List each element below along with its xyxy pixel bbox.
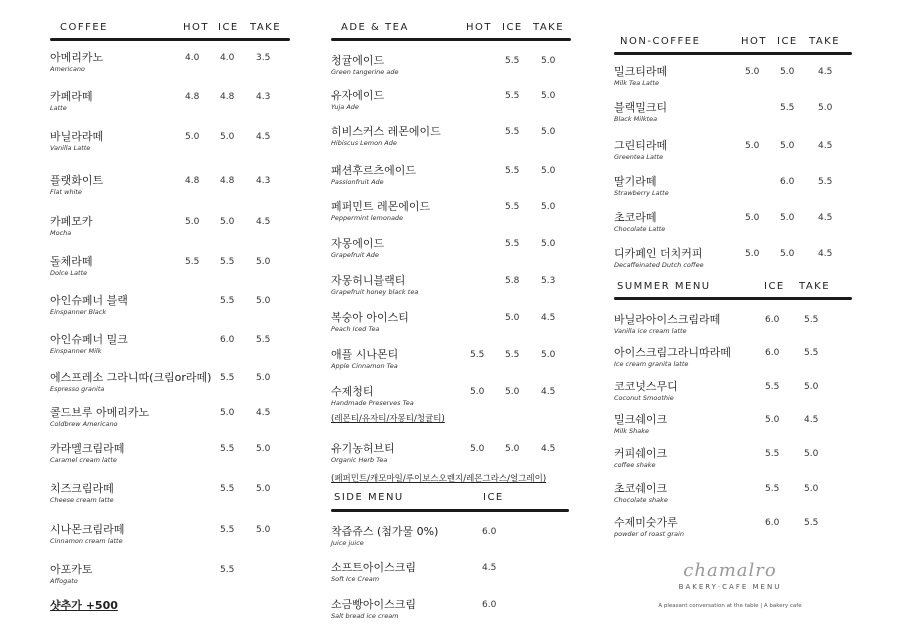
item-english-name: Handmade Preserves Tea [331,399,414,407]
price-ice: 6.0 [765,518,780,528]
item-english-name: Yuja Ade [331,103,359,111]
price-ice: 5.0 [220,217,235,227]
price-ice: 5.0 [220,132,235,142]
item-name: 애플 시나몬티 [331,348,399,361]
item-english-name: Coldbrew Americano [50,420,118,428]
menu-item [614,480,859,510]
item-name: 코코넛스무디 [614,380,678,393]
brand-block [600,560,860,609]
price-ice: 5.5 [505,350,520,360]
ade-tea-divider [331,38,571,41]
item-english-name: Cheese cream latte [50,496,114,504]
price-ice: 5.0 [220,408,235,418]
menu-item [50,404,295,434]
price-ice: 5.5 [220,565,235,575]
item-english-name: Strawberry Latte [614,189,669,197]
price-take: 4.5 [541,387,556,397]
item-name: 아포카토 [50,563,93,576]
price-hot: 5.0 [185,132,200,142]
price-take: 5.0 [256,373,271,383]
summer-menu-header [614,281,859,297]
non-coffee-ice-label: ICE [777,36,798,47]
item-name: 아인슈페너 밀크 [50,333,128,346]
price-ice: 5.0 [780,141,795,151]
item-english-name: Black Milktea [614,115,658,123]
price-hot: 4.0 [185,53,200,63]
price-hot: 5.0 [745,213,760,223]
coffee-header [50,22,295,38]
price-take: 5.0 [804,484,819,494]
price-hot: 4.8 [185,176,200,186]
item-name: 초코쉐이크 [614,482,668,495]
price-hot: 5.0 [745,141,760,151]
item-name: 밀크쉐이크 [614,413,668,426]
price-ice: 4.5 [482,563,497,573]
price-ice: 5.5 [505,166,520,176]
item-english-name: Peach Iced Tea [331,325,380,333]
price-ice: 6.0 [482,527,497,537]
price-take: 5.5 [804,518,819,528]
menu-item [331,272,576,302]
item-name: 에스프레소 그라니따(크림or라떼) [50,371,212,384]
price-ice: 5.0 [780,67,795,77]
menu-item [331,559,576,589]
non-coffee-hot-label: HOT [741,36,767,47]
price-take: 5.5 [818,177,833,187]
menu-item [50,521,295,551]
item-english-name: Milk Tea Latte [614,79,659,87]
menu-item [50,172,295,202]
item-name: 청귤에이드 [331,54,385,67]
menu-item [50,253,295,283]
menu-item [614,514,859,544]
item-english-name: Peppermint lemonade [331,214,404,222]
item-english-name: Grapefruit honey black tea [331,288,419,296]
price-ice: 6.0 [220,335,235,345]
price-take: 5.0 [804,449,819,459]
item-name: 카페라떼 [50,90,93,103]
item-name: 콜드브루 아메리카노 [50,406,150,419]
ade-tea-hot-label: HOT [466,22,492,33]
menu-item [614,245,859,275]
item-name: 소금빵아이스크림 [331,598,417,611]
item-english-name: Affogato [50,577,78,585]
item-name: 딸기라떼 [614,175,657,188]
item-english-name: Chocolate shake [614,496,668,504]
price-ice: 5.5 [220,484,235,494]
item-name: 수제청티 [331,385,374,398]
price-take: 4.3 [256,92,271,102]
brand-tagline: A pleasant conversation at the table | A bakery cafe [658,603,802,609]
price-take: 5.5 [804,315,819,325]
price-ice: 5.0 [505,387,520,397]
coffee-divider [50,38,290,41]
menu-item [331,123,576,153]
menu-item [614,411,859,441]
item-english-name: Cinnamon cream latte [50,537,123,545]
menu-item [331,596,576,626]
menu-item [614,378,859,408]
item-name: 시나몬크림라떼 [50,523,125,536]
menu-item [331,162,576,192]
menu-item [331,235,576,265]
item-name: 소프트아이스크림 [331,561,417,574]
item-name: 초코라떼 [614,211,657,224]
price-hot: 5.5 [185,257,200,267]
item-name: 디카페인 더치커피 [614,247,703,260]
price-take: 5.0 [541,91,556,101]
menu-item [331,87,576,117]
price-ice: 5.0 [780,213,795,223]
non-coffee-header [614,36,859,52]
item-english-name: Hibiscus Lemon Ade [331,139,397,147]
menu-item [614,209,859,239]
item-english-name: Passionfruit Ade [331,178,384,186]
brand-logo: chamalro [683,560,777,581]
item-english-name: Coconut Smoothie [614,394,674,402]
menu-item [331,309,576,339]
menu-item [50,331,295,361]
price-take: 5.3 [541,276,556,286]
side-menu-divider [331,509,569,512]
non-coffee-take-label: TAKE [809,36,841,47]
item-english-name: Vanilla ice cream latte [614,327,687,335]
menu-item [50,292,295,322]
price-ice: 5.5 [505,239,520,249]
item-name: 자몽에이드 [331,237,385,250]
price-hot: 5.0 [470,444,485,454]
item-english-name: Soft Ice Cream [331,575,380,583]
price-take: 4.5 [541,313,556,323]
coffee-ice-label: ICE [218,22,239,33]
price-take: 4.5 [256,132,271,142]
item-english-name: Einspanner Milk [50,347,102,355]
price-ice: 5.5 [505,127,520,137]
menu-item [614,63,859,93]
menu-item [331,52,576,82]
price-take: 5.5 [256,335,271,345]
price-ice: 4.8 [220,92,235,102]
item-english-name: Vanilla Latte [50,144,91,152]
item-name: 패션후르츠에이드 [331,164,417,177]
item-english-name: Green tangerine ade [331,68,399,76]
menu-item [50,369,295,399]
price-hot: 5.0 [745,67,760,77]
price-take: 4.5 [818,213,833,223]
menu-item [50,213,295,243]
price-ice: 4.0 [220,53,235,63]
menu-item [614,173,859,203]
price-take: 5.0 [541,127,556,137]
price-take: 5.5 [804,348,819,358]
menu-item [614,445,859,475]
non-coffee-divider [614,52,852,55]
price-ice: 5.0 [505,313,520,323]
price-hot: 5.5 [470,350,485,360]
menu-item [331,346,576,376]
item-name: 그린티라떼 [614,139,668,152]
item-english-name: Ice cream granita latte [614,360,689,368]
price-ice: 6.0 [482,600,497,610]
preserves-tea-options: (레몬티/유자티/자몽티/청귤티) [331,414,445,424]
item-name: 커피쉐이크 [614,447,668,460]
item-name: 블랙밀크티 [614,101,668,114]
item-name: 치즈크림라떼 [50,482,114,495]
item-english-name: powder of roast grain [614,530,684,538]
item-name: 아이스크림그라니따라떼 [614,346,731,359]
price-ice: 6.0 [765,315,780,325]
price-take: 3.5 [256,53,271,63]
item-name: 바닐라라떼 [50,130,104,143]
item-english-name: Juice juice [331,539,364,547]
price-take: 5.0 [256,444,271,454]
coffee-take-label: TAKE [250,22,282,33]
item-name: 돌체라떼 [50,255,93,268]
price-ice: 5.5 [220,444,235,454]
item-name: 수제미숫가루 [614,516,678,529]
coffee-title: COFFEE [60,22,108,33]
herb-tea-options: (페퍼민트/캐모마일/루이보스오렌지/레몬그라스/얼그레이) [331,474,547,484]
menu-item [50,440,295,470]
price-ice: 5.0 [505,444,520,454]
price-take: 5.0 [256,484,271,494]
item-name: 복숭아 아이스티 [331,311,409,324]
price-ice: 5.0 [780,249,795,259]
price-ice: 5.5 [765,382,780,392]
item-name: 밀크티라떼 [614,65,668,78]
price-hot: 4.8 [185,92,200,102]
item-english-name: Salt bread ice cream [331,612,399,620]
ade-tea-header [331,22,576,38]
item-name: 유기농허브티 [331,442,395,455]
price-ice: 5.5 [765,449,780,459]
side-menu-title: SIDE MENU [334,492,404,503]
menu-item [614,99,859,129]
price-take: 5.0 [256,257,271,267]
ade-tea-ice-label: ICE [502,22,523,33]
item-english-name: Americano [50,65,85,73]
menu-item [50,49,295,79]
price-ice: 5.5 [505,202,520,212]
price-hot: 5.0 [745,249,760,259]
menu-item [614,311,859,341]
price-take: 4.5 [541,444,556,454]
price-take: 4.3 [256,176,271,186]
side-menu-ice-label: ICE [483,492,504,503]
item-english-name: Chocolate Latte [614,225,666,233]
non-coffee-title: NON-COFFEE [620,36,701,47]
coffee-hot-label: HOT [183,22,209,33]
summer-menu-title: SUMMER MENU [617,281,711,292]
menu-item [50,561,295,591]
item-name: 아메리카노 [50,51,104,64]
item-name: 바닐라아이스크림라떼 [614,313,721,326]
menu-item [50,480,295,510]
item-english-name: Einspanner Black [50,308,107,316]
price-take: 4.5 [818,141,833,151]
price-take: 4.5 [256,217,271,227]
price-ice: 5.5 [220,525,235,535]
item-english-name: Dolce Latte [50,269,88,277]
price-take: 4.5 [256,408,271,418]
menu-item [331,198,576,228]
price-take: 5.0 [818,103,833,113]
price-take: 5.0 [804,382,819,392]
ade-tea-title: ADE & TEA [341,22,409,33]
summer-menu-ice-label: ICE [764,281,785,292]
price-take: 4.5 [818,67,833,77]
side-menu-header [331,492,576,508]
price-take: 5.0 [256,296,271,306]
item-name: 카라멜크림라떼 [50,442,125,455]
price-take: 5.0 [256,525,271,535]
price-hot: 5.0 [470,387,485,397]
item-english-name: Decaffeinated Dutch coffee [614,261,704,269]
menu-item [50,88,295,118]
item-name: 착즙쥬스 (첨가물 0%) [331,525,439,538]
brand-subtitle: BAKERY·CAFE MENU [678,583,782,591]
item-english-name: Caramel cream latte [50,456,117,464]
price-hot: 5.0 [185,217,200,227]
price-take: 5.0 [541,350,556,360]
item-english-name: Grapefruit Ade [331,251,379,259]
item-english-name: Organic Herb Tea [331,456,388,464]
price-ice: 5.8 [505,276,520,286]
item-name: 자몽허니블랙티 [331,274,406,287]
menu-item [331,383,576,413]
shot-extra-note: 샷추가 +500 [50,599,118,612]
menu-item [331,523,576,553]
price-take: 5.0 [541,239,556,249]
price-take: 5.0 [541,56,556,66]
price-take: 5.0 [541,202,556,212]
price-ice: 5.5 [220,296,235,306]
item-name: 히비스커스 레몬에이드 [331,125,441,138]
item-english-name: Flat white [50,188,82,196]
item-name: 아인슈페너 블랙 [50,294,128,307]
item-english-name: Latte [50,104,67,112]
menu-item [331,440,576,470]
price-ice: 6.0 [765,348,780,358]
menu-item [614,137,859,167]
summer-menu-divider [614,297,852,300]
price-take: 4.5 [818,249,833,259]
item-english-name: Greentea Latte [614,153,664,161]
item-name: 페퍼민트 레몬에이드 [331,200,431,213]
item-english-name: Espresso granita [50,385,105,393]
non-coffee-section [614,0,859,636]
item-name: 유자에이드 [331,89,385,102]
price-ice: 5.5 [220,257,235,267]
item-name: 플랫화이트 [50,174,104,187]
price-ice: 4.8 [220,176,235,186]
price-take: 4.5 [804,415,819,425]
summer-menu-take-label: TAKE [799,281,831,292]
price-ice: 5.0 [765,415,780,425]
item-english-name: Mocha [50,229,72,237]
price-ice: 5.5 [505,56,520,66]
item-english-name: coffee shake [614,461,656,469]
price-ice: 6.0 [780,177,795,187]
item-english-name: Milk Shake [614,427,650,435]
price-take: 5.0 [541,166,556,176]
ade-tea-section [331,0,576,636]
menu-item [614,344,859,374]
price-ice: 5.5 [505,91,520,101]
item-english-name: Apple Cinnamon Tea [331,362,398,370]
price-ice: 5.5 [220,373,235,383]
price-ice: 5.5 [765,484,780,494]
price-ice: 5.5 [780,103,795,113]
coffee-section [50,0,295,636]
menu-item [50,128,295,158]
item-name: 카페모카 [50,215,93,228]
ade-tea-take-label: TAKE [533,22,565,33]
